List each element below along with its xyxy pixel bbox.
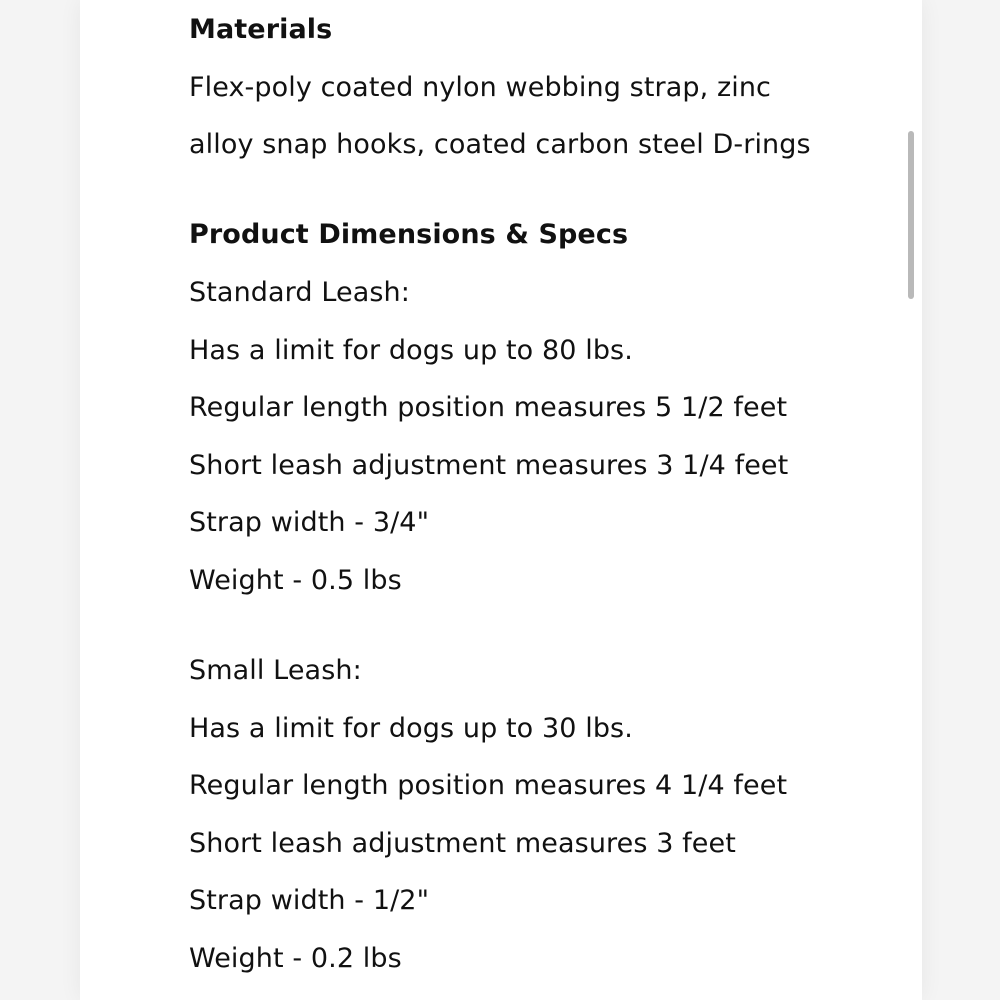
small-leash-regular-length: Regular length position measures 4 1/4 feet (189, 770, 788, 801)
specs-heading: Product Dimensions & Specs (189, 219, 629, 250)
scrollbar-thumb[interactable] (908, 131, 914, 299)
small-leash-title: Small Leash: (189, 655, 362, 686)
standard-leash-limit: Has a limit for dogs up to 80 lbs. (189, 335, 633, 366)
materials-heading: Materials (189, 14, 333, 45)
small-leash-short-adjustment: Short leash adjustment measures 3 feet (189, 828, 736, 859)
small-leash-limit: Has a limit for dogs up to 30 lbs. (189, 713, 633, 744)
materials-line-1: Flex-poly coated nylon webbing strap, zinc (189, 72, 771, 103)
materials-line-2: alloy snap hooks, coated carbon steel D-rings (189, 129, 811, 160)
standard-leash-weight: Weight - 0.5 lbs (189, 565, 402, 596)
scrollbar[interactable] (908, 125, 916, 305)
standard-leash-title: Standard Leash: (189, 277, 410, 308)
small-leash-weight: Weight - 0.2 lbs (189, 943, 402, 974)
small-leash-strap-width: Strap width - 1/2" (189, 885, 430, 916)
standard-leash-short-adjustment: Short leash adjustment measures 3 1/4 feet (189, 450, 789, 481)
standard-leash-strap-width: Strap width - 3/4" (189, 507, 430, 538)
standard-leash-regular-length: Regular length position measures 5 1/2 feet (189, 392, 788, 423)
